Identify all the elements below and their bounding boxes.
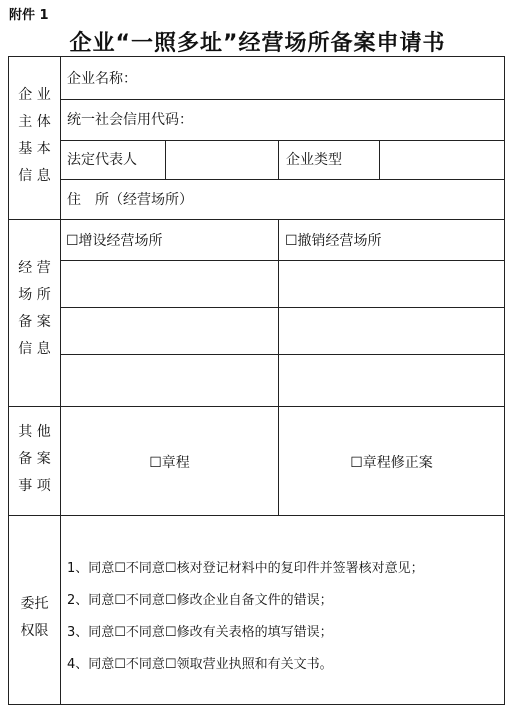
address-field[interactable]: 住 所（经营场所）	[67, 192, 193, 208]
section-divider	[9, 406, 504, 407]
company-type-input[interactable]	[381, 141, 503, 178]
company-name-field[interactable]: 企业名称：	[67, 71, 137, 87]
cell-divider	[379, 140, 380, 179]
page-title: 企业“一照多址”经营场所备案申请书	[69, 31, 446, 56]
premises-section-label	[9, 255, 60, 363]
label-line: 场 所	[18, 287, 51, 303]
authorization-item[interactable]: 1、同意☐不同意☐核对登记材料中的复印件并签署核对意见；	[67, 561, 424, 576]
other-section-label	[9, 419, 60, 500]
credit-code-field[interactable]: 统一社会信用代码：	[67, 112, 193, 128]
row-divider	[60, 260, 504, 261]
charter-checkbox[interactable]: ☐章程	[149, 455, 190, 471]
add-premises-checkbox[interactable]: ☐增设经营场所	[66, 233, 163, 249]
label-line: 事 项	[18, 478, 51, 494]
label-line: 主 体	[18, 114, 51, 130]
authorization-item[interactable]: 4、同意☐不同意☐领取营业执照和有关文书。	[67, 657, 333, 672]
cancel-premises-checkbox[interactable]: ☐撤销经营场所	[285, 233, 382, 249]
premises-entry-cell[interactable]	[62, 309, 276, 353]
authorization-item[interactable]: 2、同意☐不同意☐修改企业自备文件的错误；	[67, 593, 333, 608]
cell-divider	[278, 140, 279, 179]
premises-entry-cell[interactable]	[62, 262, 276, 306]
section-divider	[9, 515, 504, 516]
premises-entry-cell[interactable]	[280, 262, 502, 306]
company-type-label: 企业类型	[286, 152, 342, 168]
label-line: 备 案	[18, 451, 51, 467]
label-line: 经 营	[18, 260, 51, 276]
premises-entry-cell[interactable]	[280, 356, 502, 404]
section-divider	[9, 219, 504, 220]
cell-divider	[278, 219, 279, 406]
row-divider	[60, 307, 504, 308]
label-column-divider	[60, 57, 61, 704]
legal-representative-label: 法定代表人	[67, 152, 137, 168]
authorization-section-label	[9, 591, 60, 645]
label-line: 信 息	[18, 341, 51, 357]
label-line: 信 息	[18, 168, 51, 184]
entity-section-label	[9, 82, 60, 190]
row-divider	[60, 179, 504, 180]
label-line: 委托	[20, 596, 49, 612]
premises-entry-cell[interactable]	[280, 309, 502, 353]
charter-amendment-checkbox[interactable]: ☐章程修正案	[350, 455, 433, 471]
filing-form-table	[8, 56, 505, 705]
legal-representative-input[interactable]	[167, 141, 277, 178]
label-line: 权限	[20, 623, 49, 639]
label-line: 基 本	[18, 141, 51, 157]
authorization-item[interactable]: 3、同意☐不同意☐修改有关表格的填写错误；	[67, 625, 333, 640]
attachment-label: 附件 1	[9, 8, 49, 23]
label-line: 备 案	[18, 314, 51, 330]
row-divider	[60, 99, 504, 100]
premises-entry-cell[interactable]	[62, 356, 276, 404]
row-divider	[60, 354, 504, 355]
cell-divider	[165, 140, 166, 179]
label-line: 企 业	[18, 87, 51, 103]
label-line: 其 他	[18, 424, 51, 440]
